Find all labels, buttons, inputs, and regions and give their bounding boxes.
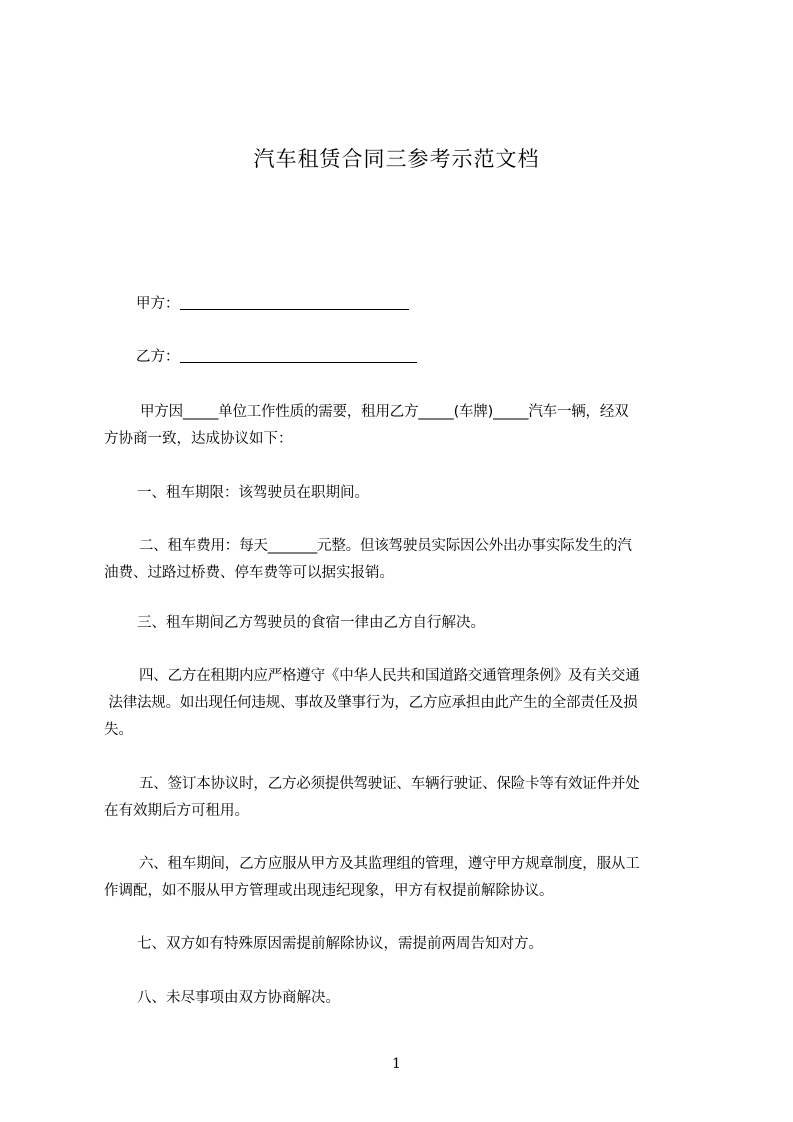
clause-4-line-3: 失。 (104, 722, 133, 738)
document-title: 汽车租赁合同三参考示范文档 (253, 147, 540, 171)
party-a-label: 甲方： (136, 296, 180, 312)
clause-8: 八、未尽事项由双方协商解决。 (137, 990, 340, 1006)
clause-1: 一、租车期限：该驾驶员在职期间。 (137, 485, 369, 501)
clause-6-line-2: 作调配，如不服从甲方管理或出现违纪现象，甲方有权提前解除协议。 (104, 883, 554, 899)
party-a-line (136, 292, 732, 313)
clause-4-line-2: 法律法规。如出现任何违规、事故及肇事行为，乙方应承担由此产生的全部责任及损 (104, 695, 638, 711)
party-a-blank (180, 295, 409, 311)
clause-2-line-1: 二、租车费用：每天_______元整。但该驾驶员实际因公外出办事实际发生的汽 (139, 538, 632, 554)
party-b-blank (180, 348, 417, 364)
clause-7: 七、双方如有特殊原因需提前解除协议，需提前两周告知对方。 (137, 936, 543, 952)
clause-5-line-2: 在有效期后方可租用。 (104, 803, 249, 819)
clause-6-line-1: 六、租车期间，乙方应服从甲方及其监理组的管理，遵守甲方规章制度，服从工 (139, 856, 640, 872)
page-number: 1 (392, 1056, 401, 1072)
party-b-label: 乙方： (136, 349, 180, 365)
clause-5-line-1: 五、签订本协议时，乙方必须提供驾驶证、车辆行驶证、保险卡等有效证件并处 (139, 776, 640, 792)
intro-line-2: 方协商一致，达成协议如下： (104, 431, 293, 447)
clause-4-line-1: 四、乙方在租期内应严格遵守《中华人民共和国道路交通管理条例》及有关交通 (139, 668, 640, 684)
clause-2-line-2: 油费、过路过桥费、停车费等可以据实报销。 (104, 565, 394, 581)
clause-3: 三、租车期间乙方驾驶员的食宿一律由乙方自行解决。 (137, 615, 485, 631)
party-b-line (136, 345, 732, 366)
intro-line-1: 甲方因_____单位工作性质的需要，租用乙方_____(车牌)_____汽车一辆，经双 (140, 404, 629, 420)
